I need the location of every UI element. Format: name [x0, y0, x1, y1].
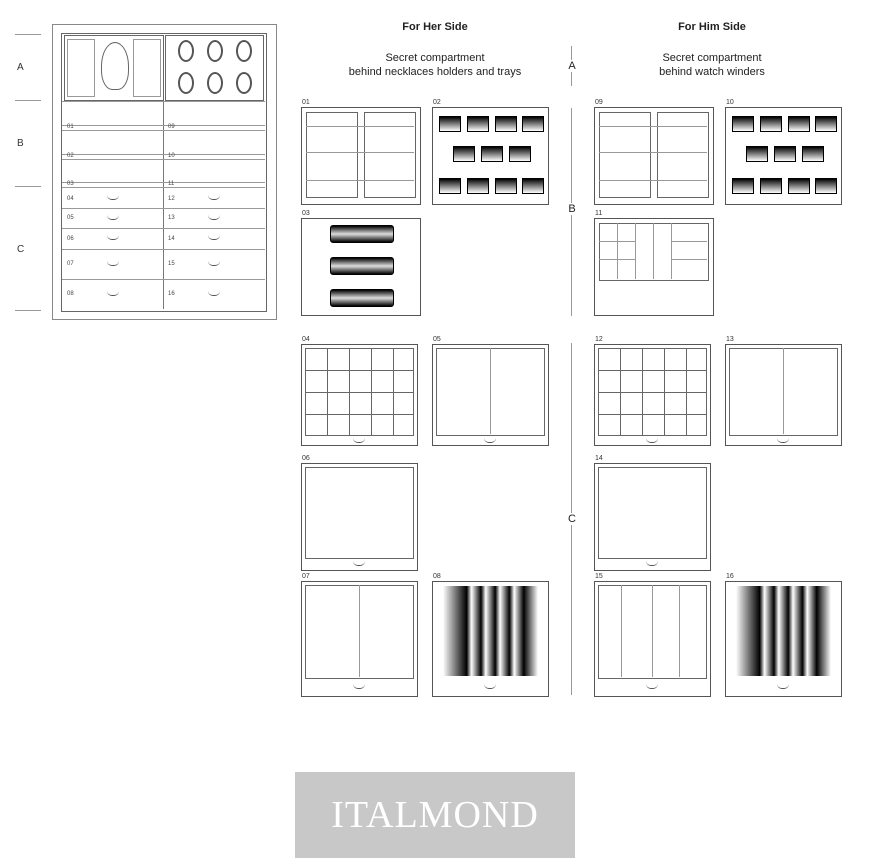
drawer-number: 13 — [168, 215, 175, 221]
him-side-subtitle-1: Secret compartment — [662, 52, 762, 64]
drawer-handle-icon — [484, 438, 496, 443]
panel-number: 15 — [595, 573, 603, 580]
drawer-handle-icon — [646, 684, 658, 689]
watch-winder-icon — [236, 40, 252, 62]
drawer-number: 05 — [67, 215, 74, 221]
drawer-handle-icon — [353, 438, 365, 443]
panel-number: 09 — [595, 99, 603, 106]
panel-01-necklace-trays — [301, 107, 421, 205]
him-side-subtitle-2: behind watch winders — [659, 66, 765, 78]
drawer-handle-icon — [353, 684, 365, 689]
panel-05-drawer — [432, 344, 549, 446]
row-divider — [15, 34, 41, 35]
panel-08-drawer — [432, 581, 549, 697]
panel-02-trays — [432, 107, 549, 205]
watch-winder-icon — [207, 40, 223, 62]
drawer-handle-icon — [646, 438, 658, 443]
panel-number: 12 — [595, 336, 603, 343]
zone-label-b: B — [565, 203, 579, 215]
drawer-number: 09 — [168, 124, 175, 130]
panel-09-trays — [594, 107, 714, 205]
panel-11-compartments — [594, 218, 714, 316]
watch-winder-icon — [178, 72, 194, 94]
drawer-number: 15 — [168, 261, 175, 267]
panel-07-drawer — [301, 581, 418, 697]
drawer-number: 04 — [67, 196, 74, 202]
drawer-number: 06 — [67, 236, 74, 242]
row-label-c: C — [17, 244, 25, 255]
panel-number: 03 — [302, 210, 310, 217]
her-side-subtitle-2: behind necklaces holders and trays — [348, 66, 522, 78]
row-divider — [15, 100, 41, 101]
bust-icon — [101, 42, 129, 90]
panel-number: 05 — [433, 336, 441, 343]
panel-12-grid-drawer — [594, 344, 711, 446]
row-divider — [15, 186, 41, 187]
drawer-number: 12 — [168, 196, 175, 202]
watch-winder-area — [165, 35, 264, 101]
watch-winder-icon — [207, 72, 223, 94]
italmond-logo: ITALMOND — [295, 772, 575, 858]
drawer-number: 10 — [168, 153, 175, 159]
cabinet-overview — [52, 24, 277, 320]
her-side-title: For Her Side — [402, 21, 468, 33]
drawer-number: 02 — [67, 153, 74, 159]
drawer-handle-icon — [646, 561, 658, 566]
panel-number: 14 — [595, 455, 603, 462]
drawer-handle-icon — [484, 684, 496, 689]
panel-number: 04 — [302, 336, 310, 343]
drawer-number: 16 — [168, 291, 175, 297]
zone-label-a: A — [565, 60, 579, 72]
drawer-number: 14 — [168, 236, 175, 242]
panel-13-drawer — [725, 344, 842, 446]
panel-number: 02 — [433, 99, 441, 106]
drawer-handle-icon — [777, 684, 789, 689]
panel-number: 11 — [595, 210, 603, 217]
zone-label-c: C — [565, 513, 579, 525]
watch-winder-icon — [236, 72, 252, 94]
row-divider — [15, 310, 41, 311]
her-side-subtitle-1: Secret compartment — [385, 52, 485, 64]
panel-number: 10 — [726, 99, 734, 106]
panel-06-drawer — [301, 463, 418, 571]
drawer-number: 01 — [67, 124, 74, 130]
drawer-number: 08 — [67, 291, 74, 297]
row-label-b: B — [17, 138, 24, 149]
panel-15-drawer — [594, 581, 711, 697]
panel-03-bracelet-rolls — [301, 218, 421, 316]
panel-number: 06 — [302, 455, 310, 462]
drawer-number: 11 — [168, 181, 175, 187]
panel-10-trays — [725, 107, 842, 205]
him-side-title: For Him Side — [678, 21, 746, 33]
necklace-holder-area — [64, 35, 164, 101]
panel-number: 01 — [302, 99, 310, 106]
row-label-a: A — [17, 62, 24, 73]
panel-04-grid-drawer — [301, 344, 418, 446]
drawer-number: 03 — [67, 181, 74, 187]
watch-winder-icon — [178, 40, 194, 62]
drawer-number: 07 — [67, 261, 74, 267]
panel-number: 16 — [726, 573, 734, 580]
panel-number: 07 — [302, 573, 310, 580]
panel-16-drawer — [725, 581, 842, 697]
panel-14-drawer — [594, 463, 711, 571]
panel-number: 13 — [726, 336, 734, 343]
drawer-handle-icon — [777, 438, 789, 443]
panel-number: 08 — [433, 573, 441, 580]
drawer-handle-icon — [353, 561, 365, 566]
